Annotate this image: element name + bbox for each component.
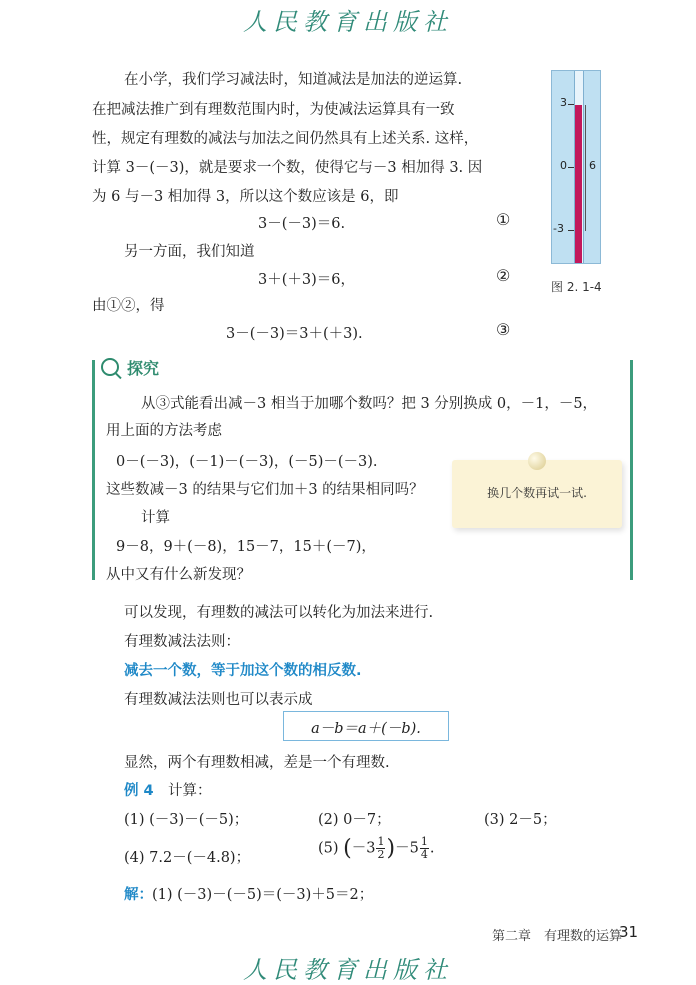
intro-paragraph-2: 另一方面，我们知道 [124,244,255,260]
explore-line-5: 计算 [141,510,170,526]
formula-box [283,711,449,741]
example-item-2: (2) 0－7； [318,812,391,828]
equation-3: 3－(－3)＝3＋(＋3). [226,326,363,342]
equation-1-marker: ① [496,210,511,229]
thermometer-figure [551,70,601,264]
explore-line-4: 这些数减－3 的结果与它们加＋3 的结果相同吗？ [106,482,424,498]
example-item-5-prefix: (5) [318,840,339,857]
tick-mid [568,167,574,168]
explore-line-7: 从中又有什么新发现？ [106,567,251,583]
intro-line-1: 在小学，我们学习减法时，知道减法是加法的逆运算. [124,72,463,88]
thermo-label-top: 3 [560,96,567,109]
intro-line-2: 在把减法推广到有理数范围内时，为使减法运算具有一致 [92,102,455,118]
intro-paragraph-3: 由①②，得 [92,298,165,314]
publisher-footer: 人民教育出版社 [243,956,453,984]
body-line-4: 显然，两个有理数相减，差是一个有理数. [124,755,390,771]
intro-line-3: 性，规定有理数的减法与加法之间仍然具有上述关系. 这样， [92,131,479,147]
formula-text: a－b＝a＋(－b). [311,721,421,737]
thermometer-liquid [575,105,582,263]
explore-line-3: 0－(－3)，(－1)－(－3)，(－5)－(－3). [116,454,378,470]
example-item-5 [318,836,434,861]
example-item-1: (1) (－3)－(－5)； [124,812,249,828]
sticky-note-text: 换几个数再试一试. [487,486,587,500]
explore-line-6: 9－8，9＋(－8)，15－7，15＋(－7)， [116,539,376,555]
fraction-1-numerator: 1 [377,835,385,848]
fraction-2-numerator: 1 [420,835,428,848]
fraction-1 [376,836,385,861]
equation-1: 3－(－3)＝6. [258,216,346,232]
page-number: 31 [619,923,639,941]
intro-line-4: 计算 3－(－3)，就是要求一个数，使得它与－3 相加得 3. 因 [92,160,483,176]
explore-title: 探究 [127,359,160,378]
body-line-1: 可以发现，有理数的减法可以转化为加法来进行. [124,605,434,621]
left-paren: ( [343,836,352,861]
subtraction-rule: 减去一个数，等于加这个数的相反数. [124,663,362,679]
solution-label: 解： [124,887,153,903]
publisher-header: 人民教育出版社 [243,8,453,36]
tick-top [568,104,574,105]
item5-whole-1: －3 [351,840,376,857]
explore-left-bar [92,360,95,580]
chapter-footer: 第二章 有理数的运算 [491,929,622,944]
search-icon [101,358,119,376]
difference-arrow [585,105,586,231]
tick-bottom [568,230,574,231]
pin-icon [528,452,546,470]
equation-2: 3＋(＋3)＝6， [258,272,355,288]
fraction-1-denominator: 2 [377,848,385,861]
equation-3-marker: ③ [496,320,511,339]
example-item-4: (4) 7.2－(－4.8)； [124,850,251,866]
example-prompt: 计算： [168,783,212,799]
example-label: 例 4 [124,783,154,799]
body-line-3: 有理数减法法则也可以表示成 [124,692,313,708]
solution-line-1: (1) (－3)－(－5)＝(－3)＋5＝2； [152,887,374,903]
body-line-2: 有理数减法法则： [124,634,240,650]
fraction-2-denominator: 4 [420,848,428,861]
thermo-label-diff: 6 [589,159,596,172]
thermo-label-mid: 0 [560,159,567,172]
item5-period: . [429,840,435,857]
thermo-label-bottom: -3 [553,222,564,235]
sticky-note [452,460,622,528]
example-item-3: (3) 2－5； [484,812,557,828]
figure-caption: 图 2. 1-4 [551,280,602,294]
explore-right-bar [630,360,633,580]
right-paren: ) [386,836,396,861]
explore-line-2: 用上面的方法考虑 [106,423,222,439]
fraction-2 [420,836,429,861]
intro-line-5: 为 6 与－3 相加得 3，所以这个数应该是 6，即 [92,189,399,205]
item5-mid: －5 [395,840,419,857]
equation-2-marker: ② [496,266,511,285]
explore-line-1: 从③式能看出减－3 相当于加哪个数吗？把 3 分别换成 0，－1，－5， [141,396,598,412]
